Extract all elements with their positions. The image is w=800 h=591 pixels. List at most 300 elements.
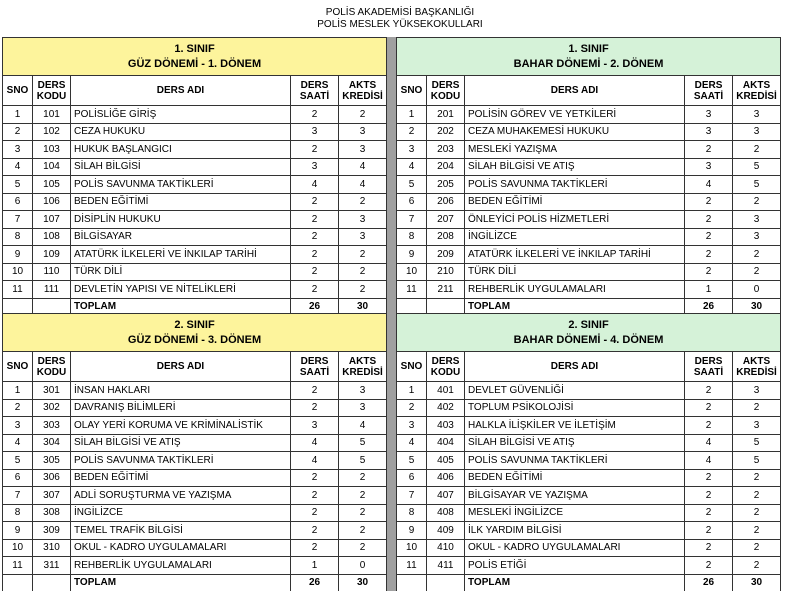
row-akts-credit: 3 [733, 211, 781, 229]
row-akts-credit: 2 [339, 487, 387, 505]
row-course-hours: 2 [291, 399, 339, 417]
row-akts-credit: 3 [733, 382, 781, 400]
row-course-code: 208 [427, 228, 465, 246]
table-row [397, 539, 781, 557]
row-sno: 4 [3, 434, 33, 452]
row-course-hours: 4 [685, 176, 733, 194]
row-course-code: 205 [427, 176, 465, 194]
table-row [397, 557, 781, 575]
row-course-name: ATATÜRK İLKELERİ VE İNKILAP TARİHİ [71, 246, 291, 264]
row-sno: 1 [3, 106, 33, 124]
row-akts-credit: 2 [339, 539, 387, 557]
semester-header-cell [3, 314, 387, 352]
column-header-row [3, 352, 387, 382]
row-course-code: 406 [427, 469, 465, 487]
row-course-name: SİLAH BİLGİSİ VE ATIŞ [465, 158, 685, 176]
row-sno: 6 [3, 193, 33, 211]
row-course-code: 211 [427, 281, 465, 299]
row-sno: 7 [397, 211, 427, 229]
row-akts-credit: 2 [733, 399, 781, 417]
row-akts-credit: 2 [339, 504, 387, 522]
row-course-code: 304 [33, 434, 71, 452]
total-hours: 26 [685, 574, 733, 591]
class-year-label: 2. SINIF [174, 318, 215, 331]
table-row [3, 158, 387, 176]
row-course-code: 101 [33, 106, 71, 124]
row-course-code: 403 [427, 417, 465, 435]
row-course-hours: 2 [291, 469, 339, 487]
row-course-code: 408 [427, 504, 465, 522]
row-course-hours: 2 [291, 539, 339, 557]
row-sno: 2 [397, 123, 427, 141]
row-course-name: BEDEN EĞİTİMİ [71, 469, 291, 487]
row-course-hours: 2 [291, 281, 339, 299]
table-row [3, 487, 387, 505]
row-course-name: DEVLETİN YAPISI VE NİTELİKLERİ [71, 281, 291, 299]
row-course-hours: 3 [291, 123, 339, 141]
row-sno: 4 [3, 158, 33, 176]
course-table [2, 37, 387, 316]
table-row [3, 211, 387, 229]
row-course-hours: 3 [685, 158, 733, 176]
table-row [3, 106, 387, 124]
row-course-code: 307 [33, 487, 71, 505]
row-course-code: 310 [33, 539, 71, 557]
row-course-hours: 2 [291, 487, 339, 505]
col-header-kod: DERS KODU [33, 76, 71, 106]
row-akts-credit: 2 [733, 141, 781, 159]
row-course-hours: 2 [685, 417, 733, 435]
row-course-hours: 2 [291, 228, 339, 246]
col-header-akts: AKTS KREDİSİ [339, 352, 387, 382]
row-course-name: TÜRK DİLİ [465, 263, 685, 281]
row-course-name: POLİS ETİĞİ [465, 557, 685, 575]
row-akts-credit: 5 [733, 434, 781, 452]
table-row [3, 246, 387, 264]
row-course-hours: 2 [685, 141, 733, 159]
row-akts-credit: 3 [339, 211, 387, 229]
table-row [3, 176, 387, 194]
semester-panel-2 [396, 37, 780, 316]
total-label: TOPLAM [465, 574, 685, 591]
class-year-label: 1. SINIF [174, 42, 215, 55]
row-course-hours: 2 [685, 522, 733, 540]
row-akts-credit: 3 [339, 399, 387, 417]
table-row [3, 228, 387, 246]
row-sno: 3 [3, 417, 33, 435]
semester-header-cell [397, 314, 781, 352]
col-header-sno: SNO [3, 352, 33, 382]
row-course-hours: 2 [291, 382, 339, 400]
table-row [3, 382, 387, 400]
table-row [397, 123, 781, 141]
row-course-code: 210 [427, 263, 465, 281]
row-course-name: SİLAH BİLGİSİ VE ATIŞ [71, 434, 291, 452]
row-course-hours: 2 [685, 487, 733, 505]
row-course-name: SİLAH BİLGİSİ [71, 158, 291, 176]
row-akts-credit: 5 [733, 158, 781, 176]
row-akts-credit: 3 [733, 228, 781, 246]
row-course-code: 105 [33, 176, 71, 194]
table-row [397, 434, 781, 452]
row-course-code: 407 [427, 487, 465, 505]
row-sno: 5 [3, 452, 33, 470]
semester-label: GÜZ DÖNEMİ - 1. DÖNEM [127, 57, 262, 70]
row-akts-credit: 2 [339, 469, 387, 487]
table-row [397, 246, 781, 264]
row-course-name: BEDEN EĞİTİMİ [71, 193, 291, 211]
row-sno: 9 [397, 522, 427, 540]
total-akts: 30 [733, 298, 781, 316]
row-course-name: OLAY YERİ KORUMA VE KRİMİNALİSTİK [71, 417, 291, 435]
row-course-hours: 2 [685, 382, 733, 400]
row-course-hours: 3 [291, 158, 339, 176]
row-course-code: 301 [33, 382, 71, 400]
table-row [3, 281, 387, 299]
row-course-hours: 2 [685, 246, 733, 264]
semester-header [3, 38, 387, 76]
row-course-code: 410 [427, 539, 465, 557]
row-sno: 8 [3, 504, 33, 522]
row-course-code: 204 [427, 158, 465, 176]
row-course-name: CEZA MUHAKEMESİ HUKUKU [465, 123, 685, 141]
row-course-hours: 2 [291, 211, 339, 229]
row-course-name: POLİS SAVUNMA TAKTİKLERİ [71, 452, 291, 470]
row-course-code: 411 [427, 557, 465, 575]
row-akts-credit: 5 [733, 452, 781, 470]
row-akts-credit: 4 [339, 417, 387, 435]
table-row [3, 557, 387, 575]
semester-panel-4 [396, 313, 780, 591]
row-course-name: ADLİ SORUŞTURMA VE YAZIŞMA [71, 487, 291, 505]
semester-header [3, 314, 387, 352]
table-row [397, 106, 781, 124]
row-course-hours: 2 [291, 246, 339, 264]
table-row [397, 176, 781, 194]
table-row [397, 281, 781, 299]
table-row [3, 141, 387, 159]
row-course-name: POLİS SAVUNMA TAKTİKLERİ [71, 176, 291, 194]
row-course-code: 202 [427, 123, 465, 141]
row-akts-credit: 3 [339, 141, 387, 159]
table-row [397, 522, 781, 540]
column-header-row [397, 76, 781, 106]
row-course-code: 409 [427, 522, 465, 540]
row-course-hours: 1 [685, 281, 733, 299]
row-course-name: TÜRK DİLİ [71, 263, 291, 281]
row-sno: 6 [397, 469, 427, 487]
row-course-code: 206 [427, 193, 465, 211]
row-sno: 3 [3, 141, 33, 159]
row-sno: 10 [3, 539, 33, 557]
total-row [3, 574, 387, 591]
row-sno: 10 [397, 539, 427, 557]
row-sno: 1 [397, 106, 427, 124]
row-course-code: 108 [33, 228, 71, 246]
row-course-hours: 2 [291, 141, 339, 159]
row-course-hours: 2 [685, 539, 733, 557]
row-course-name: POLİSLİĞE GİRİŞ [71, 106, 291, 124]
table-row [397, 263, 781, 281]
row-course-hours: 3 [685, 106, 733, 124]
row-sno: 4 [397, 158, 427, 176]
row-course-name: REHBERLİK UYGULAMALARI [71, 557, 291, 575]
row-course-code: 401 [427, 382, 465, 400]
table-row [3, 399, 387, 417]
row-sno: 1 [3, 382, 33, 400]
row-akts-credit: 3 [339, 123, 387, 141]
row-course-name: İNGİLİZCE [465, 228, 685, 246]
table-row [397, 487, 781, 505]
row-sno: 10 [3, 263, 33, 281]
table-row [3, 434, 387, 452]
row-course-name: POLİS SAVUNMA TAKTİKLERİ [465, 176, 685, 194]
row-akts-credit: 2 [733, 193, 781, 211]
row-sno: 9 [3, 246, 33, 264]
table-row [3, 123, 387, 141]
row-akts-credit: 2 [339, 281, 387, 299]
row-course-code: 404 [427, 434, 465, 452]
row-course-name: ATATÜRK İLKELERİ VE İNKILAP TARİHİ [465, 246, 685, 264]
col-header-sno: SNO [397, 76, 427, 106]
row-akts-credit: 3 [339, 382, 387, 400]
row-akts-credit: 5 [339, 434, 387, 452]
row-sno: 5 [397, 176, 427, 194]
row-course-name: REHBERLİK UYGULAMALARI [465, 281, 685, 299]
row-course-code: 110 [33, 263, 71, 281]
row-course-hours: 2 [291, 263, 339, 281]
semester-header [397, 314, 781, 352]
total-row [397, 574, 781, 591]
col-header-akts: AKTS KREDİSİ [733, 352, 781, 382]
row-akts-credit: 5 [339, 452, 387, 470]
table-row [397, 228, 781, 246]
row-akts-credit: 2 [733, 469, 781, 487]
row-course-name: OKUL - KADRO UYGULAMALARI [465, 539, 685, 557]
row-course-name: DAVRANIŞ BİLİMLERİ [71, 399, 291, 417]
row-akts-credit: 3 [733, 106, 781, 124]
row-sno: 3 [397, 141, 427, 159]
table-row [3, 417, 387, 435]
row-course-name: POLİSİN GÖREV VE YETKİLERİ [465, 106, 685, 124]
column-header-row [397, 352, 781, 382]
row-sno: 9 [3, 522, 33, 540]
semester-panel-3 [2, 313, 386, 591]
table-row [3, 452, 387, 470]
row-sno: 8 [397, 504, 427, 522]
title-line-2: POLİS MESLEK YÜKSEKOKULLARI [317, 19, 483, 30]
table-row [3, 193, 387, 211]
total-empty-sno [3, 574, 33, 591]
row-sno: 5 [397, 452, 427, 470]
row-course-name: İLK YARDIM BİLGİSİ [465, 522, 685, 540]
column-header-row [3, 76, 387, 106]
row-course-code: 303 [33, 417, 71, 435]
table-row [397, 211, 781, 229]
row-course-code: 306 [33, 469, 71, 487]
row-course-hours: 4 [291, 176, 339, 194]
table-row [397, 452, 781, 470]
table-row [397, 399, 781, 417]
row-akts-credit: 2 [339, 246, 387, 264]
row-course-code: 302 [33, 399, 71, 417]
col-header-akts: AKTS KREDİSİ [339, 76, 387, 106]
row-akts-credit: 2 [733, 504, 781, 522]
row-sno: 2 [3, 399, 33, 417]
row-akts-credit: 3 [339, 228, 387, 246]
row-sno: 10 [397, 263, 427, 281]
col-header-kod: DERS KODU [33, 352, 71, 382]
row-sno: 6 [397, 193, 427, 211]
row-akts-credit: 2 [339, 193, 387, 211]
table-row [3, 522, 387, 540]
row-course-name: POLİS SAVUNMA TAKTİKLERİ [465, 452, 685, 470]
row-akts-credit: 3 [733, 417, 781, 435]
row-sno: 7 [3, 211, 33, 229]
row-sno: 8 [397, 228, 427, 246]
row-course-code: 207 [427, 211, 465, 229]
row-course-hours: 1 [291, 557, 339, 575]
row-akts-credit: 2 [733, 557, 781, 575]
row-sno: 11 [3, 557, 33, 575]
row-course-hours: 2 [685, 399, 733, 417]
row-course-code: 405 [427, 452, 465, 470]
row-course-hours: 4 [291, 434, 339, 452]
row-course-code: 111 [33, 281, 71, 299]
semester-panel-1 [2, 37, 386, 316]
row-course-code: 308 [33, 504, 71, 522]
total-akts: 30 [733, 574, 781, 591]
row-akts-credit: 3 [733, 123, 781, 141]
row-course-hours: 2 [685, 557, 733, 575]
row-akts-credit: 2 [339, 106, 387, 124]
col-header-sno: SNO [3, 76, 33, 106]
row-sno: 2 [397, 399, 427, 417]
semester-header [397, 38, 781, 76]
row-akts-credit: 2 [733, 539, 781, 557]
row-course-hours: 2 [291, 193, 339, 211]
row-sno: 5 [3, 176, 33, 194]
table-row [397, 141, 781, 159]
col-header-kod: DERS KODU [427, 76, 465, 106]
row-sno: 3 [397, 417, 427, 435]
semester-label: GÜZ DÖNEMİ - 3. DÖNEM [127, 333, 262, 346]
row-course-code: 201 [427, 106, 465, 124]
total-hours: 26 [685, 298, 733, 316]
row-course-code: 209 [427, 246, 465, 264]
row-course-name: MESLEKİ İNGİLİZCE [465, 504, 685, 522]
row-akts-credit: 4 [339, 176, 387, 194]
row-course-code: 309 [33, 522, 71, 540]
row-course-hours: 2 [291, 504, 339, 522]
row-akts-credit: 2 [339, 522, 387, 540]
table-row [397, 382, 781, 400]
semester-label: BAHAR DÖNEMİ - 2. DÖNEM [513, 57, 664, 70]
row-course-hours: 2 [685, 469, 733, 487]
row-akts-credit: 4 [339, 158, 387, 176]
course-table [396, 313, 781, 591]
row-course-hours: 2 [291, 522, 339, 540]
row-course-hours: 4 [685, 452, 733, 470]
row-course-code: 203 [427, 141, 465, 159]
course-table [396, 37, 781, 316]
row-akts-credit: 2 [733, 246, 781, 264]
row-course-code: 311 [33, 557, 71, 575]
class-year-label: 1. SINIF [568, 42, 609, 55]
row-akts-credit: 0 [339, 557, 387, 575]
col-header-saat: DERS SAATİ [685, 352, 733, 382]
col-header-saat: DERS SAATİ [685, 76, 733, 106]
semester-label: BAHAR DÖNEMİ - 4. DÖNEM [513, 333, 664, 346]
col-header-ad: DERS ADI [465, 352, 685, 382]
row-course-code: 305 [33, 452, 71, 470]
row-course-name: BEDEN EĞİTİMİ [465, 469, 685, 487]
row-course-name: SİLAH BİLGİSİ VE ATIŞ [465, 434, 685, 452]
title-line-1: POLİS AKADEMİSİ BAŞKANLIĞI [325, 7, 475, 18]
row-course-code: 103 [33, 141, 71, 159]
row-sno: 7 [397, 487, 427, 505]
col-header-sno: SNO [397, 352, 427, 382]
row-course-name: BEDEN EĞİTİMİ [465, 193, 685, 211]
row-akts-credit: 2 [733, 487, 781, 505]
total-empty-kod [427, 574, 465, 591]
row-course-name: ÖNLEYİCİ POLİS HİZMETLERİ [465, 211, 685, 229]
row-course-name: BİLGİSAYAR [71, 228, 291, 246]
row-course-hours: 2 [291, 106, 339, 124]
row-course-name: BİLGİSAYAR VE YAZIŞMA [465, 487, 685, 505]
row-course-hours: 3 [291, 417, 339, 435]
center-divider [386, 37, 396, 591]
row-course-code: 109 [33, 246, 71, 264]
row-course-name: HALKLA İLİŞKİLER VE İLETİŞİM [465, 417, 685, 435]
table-row [3, 539, 387, 557]
col-header-ad: DERS ADI [465, 76, 685, 106]
row-course-hours: 2 [685, 193, 733, 211]
total-empty-kod [33, 574, 71, 591]
row-sno: 8 [3, 228, 33, 246]
row-akts-credit: 5 [733, 176, 781, 194]
row-sno: 7 [3, 487, 33, 505]
row-course-name: CEZA HUKUKU [71, 123, 291, 141]
table-row [397, 193, 781, 211]
row-course-code: 106 [33, 193, 71, 211]
row-course-code: 402 [427, 399, 465, 417]
total-label: TOPLAM [71, 298, 291, 316]
row-sno: 11 [3, 281, 33, 299]
table-row [397, 158, 781, 176]
row-course-hours: 4 [685, 434, 733, 452]
row-sno: 6 [3, 469, 33, 487]
row-course-hours: 2 [685, 211, 733, 229]
total-hours: 26 [291, 574, 339, 591]
row-course-name: MESLEKİ YAZIŞMA [465, 141, 685, 159]
table-row [3, 263, 387, 281]
class-year-label: 2. SINIF [568, 318, 609, 331]
col-header-saat: DERS SAATİ [291, 76, 339, 106]
col-header-akts: AKTS KREDİSİ [733, 76, 781, 106]
page-title [0, 0, 800, 36]
row-course-name: İNGİLİZCE [71, 504, 291, 522]
row-course-name: OKUL - KADRO UYGULAMALARI [71, 539, 291, 557]
row-sno: 2 [3, 123, 33, 141]
row-course-hours: 2 [685, 263, 733, 281]
row-sno: 1 [397, 382, 427, 400]
row-course-hours: 2 [685, 504, 733, 522]
row-course-name: İNSAN HAKLARI [71, 382, 291, 400]
table-row [397, 417, 781, 435]
total-akts: 30 [339, 574, 387, 591]
row-course-hours: 2 [685, 228, 733, 246]
